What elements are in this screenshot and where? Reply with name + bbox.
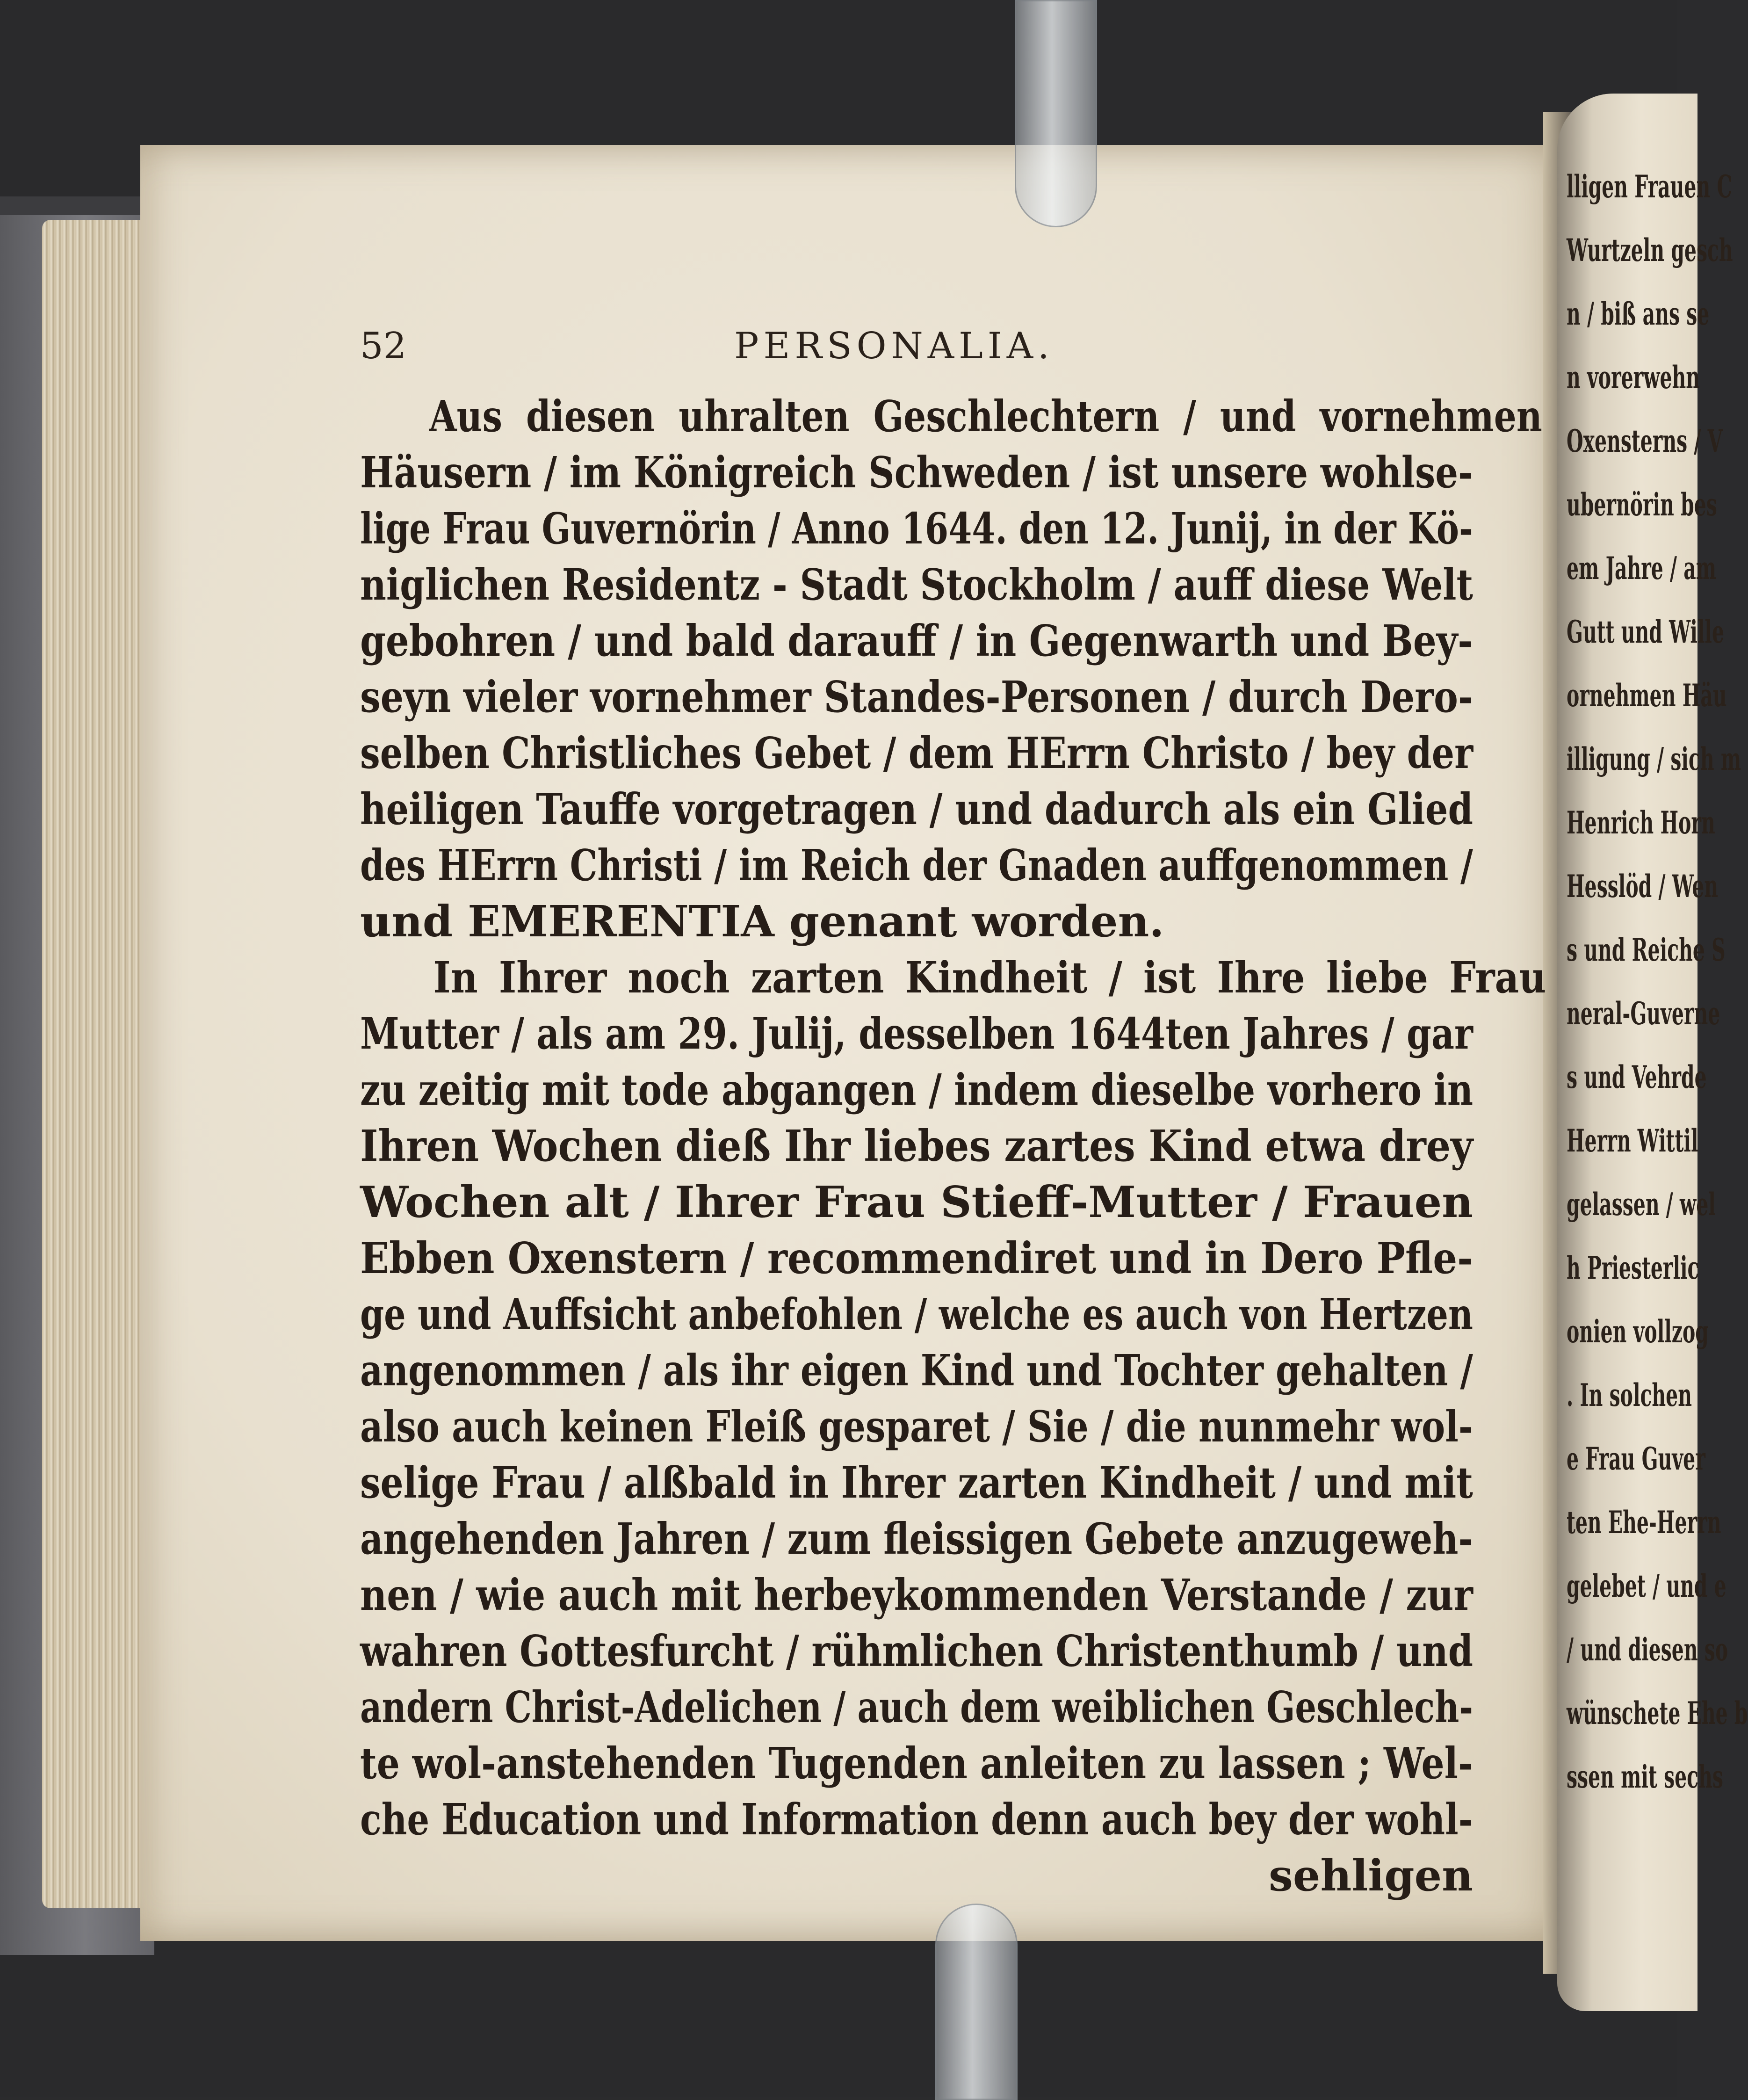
text-line: Ihren Wochen dieß Ihr liebes zartes Kind etwa drey	[360, 1121, 1474, 1171]
next-page-line: lligen Frauen C	[1567, 168, 1733, 205]
next-page-line: / und diesen so	[1567, 1631, 1728, 1668]
right-page-fragment	[1557, 94, 1748, 2011]
next-page-line: neral-Guverne	[1567, 995, 1720, 1032]
text-line: also auch keinen Fleiß gesparet / Sie / die nunmehr wol-	[360, 1401, 1474, 1452]
text-line: angenommen / als ihr eigen Kind und Tochter gehalten /	[360, 1345, 1473, 1396]
text-line: niglichen Residentz - Stadt Stockholm / auff diese Welt	[360, 559, 1474, 610]
next-page-line: em Jahre / am	[1567, 550, 1717, 587]
text-line: che Education und Information denn auch bey der wohl-	[360, 1794, 1473, 1845]
text-line: Ebben Oxenstern / recommendiret und in Dero Pfle-	[360, 1233, 1474, 1283]
next-page-line: illigung / sich m	[1567, 741, 1741, 777]
text-line: te wol-anstehenden Tugenden anleiten zu lassen ; Wel-	[360, 1738, 1474, 1789]
text-line: Häusern / im Königreich Schweden / ist unsere wohlse-	[360, 447, 1473, 498]
next-page-line: n vorerwehn	[1567, 359, 1700, 396]
next-page-line: s und Reiche S	[1567, 932, 1726, 968]
next-page-line: Herrn Wittil	[1567, 1122, 1698, 1159]
text-line: andern Christ-Adelichen / auch dem weiblichen Geschlech-	[360, 1682, 1474, 1732]
running-head: PERSONALIA.	[734, 325, 1054, 367]
text-line: heiligen Tauffe vorgetragen / und dadurch als ein Glied	[360, 784, 1474, 834]
page-clamp-bottom	[935, 1904, 1018, 2100]
next-page-line: gelassen / wel	[1567, 1186, 1716, 1223]
text-line: In Ihrer noch zarten Kindheit / ist Ihre liebe Frau	[433, 952, 1546, 1003]
text-line: Mutter / als am 29. Julij, desselben 1644ten Jahres / gar	[360, 1008, 1473, 1059]
text-line: Wochen alt / Ihrer Frau Stieff-Mutter / Frauen	[360, 1177, 1473, 1227]
next-page-line: Hesslöd / Wen	[1567, 868, 1719, 905]
page-header	[360, 325, 1482, 377]
text-line: angehenden Jahren / zum fleissigen Gebete anzugeweh-	[360, 1513, 1473, 1564]
next-page-line: e Frau Guver	[1567, 1441, 1705, 1477]
catchword: sehligen	[1269, 1850, 1473, 1901]
next-page-line: onien vollzog	[1567, 1313, 1709, 1350]
text-line: nen / wie auch mit herbeykommenden Verstande / zur	[360, 1570, 1473, 1620]
text-line: wahren Gottesfurcht / rühmlichen Christenthumb / und	[360, 1626, 1474, 1676]
next-page-line: Gutt und Wille	[1567, 614, 1725, 650]
next-page-line: Oxensterns / V	[1567, 423, 1723, 459]
text-line: zu zeitig mit tode abgangen / indem dieselbe vorhero in	[360, 1064, 1474, 1115]
next-page-line: h Priesterlic	[1567, 1250, 1699, 1286]
page-number: 52	[360, 325, 407, 367]
text-line: des HErrn Christi / im Reich der Gnaden auffgenommen /	[360, 840, 1473, 891]
next-page-line: s und Vehrde	[1567, 1059, 1707, 1095]
next-page-line: gelebet / und e	[1567, 1568, 1726, 1604]
next-page-line: ten Ehe-Herrn	[1567, 1504, 1721, 1541]
next-page-line: ssen mit sechs	[1567, 1759, 1723, 1795]
next-page-line: Wurtzeln gesch	[1567, 232, 1733, 268]
page-clamp-top	[1015, 0, 1097, 227]
next-page-line: . In solchen	[1567, 1377, 1692, 1413]
next-page-line: ornehmen Häu	[1567, 677, 1727, 714]
body-text	[360, 388, 1546, 1904]
text-line: lige Frau Guvernörin / Anno 1644. den 12. Junij, in der Kö-	[360, 503, 1473, 554]
next-page-line: ubernörin bes	[1567, 486, 1717, 523]
text-line: seyn vieler vornehmer Standes-Personen / durch Dero-	[360, 672, 1474, 722]
next-page-line: wünschete Ehe b	[1567, 1695, 1748, 1731]
text-line: und EMERENTIA genant worden.	[360, 896, 1164, 947]
text-line: selige Frau / alßbald in Ihrer zarten Kindheit / und mit	[360, 1457, 1473, 1508]
text-line: Aus diesen uhralten Geschlechtern / und vornehmen	[429, 391, 1542, 442]
next-page-line: n / biß ans se	[1567, 296, 1710, 332]
next-page-line: Henrich Horn	[1567, 804, 1715, 841]
text-line: selben Christliches Gebet / dem HErrn Christo / bey der	[360, 728, 1474, 778]
text-line: ge und Auffsicht anbefohlen / welche es auch von Hertzen	[360, 1289, 1474, 1340]
text-line: gebohren / und bald darauff / in Gegenwarth und Bey-	[360, 616, 1473, 666]
